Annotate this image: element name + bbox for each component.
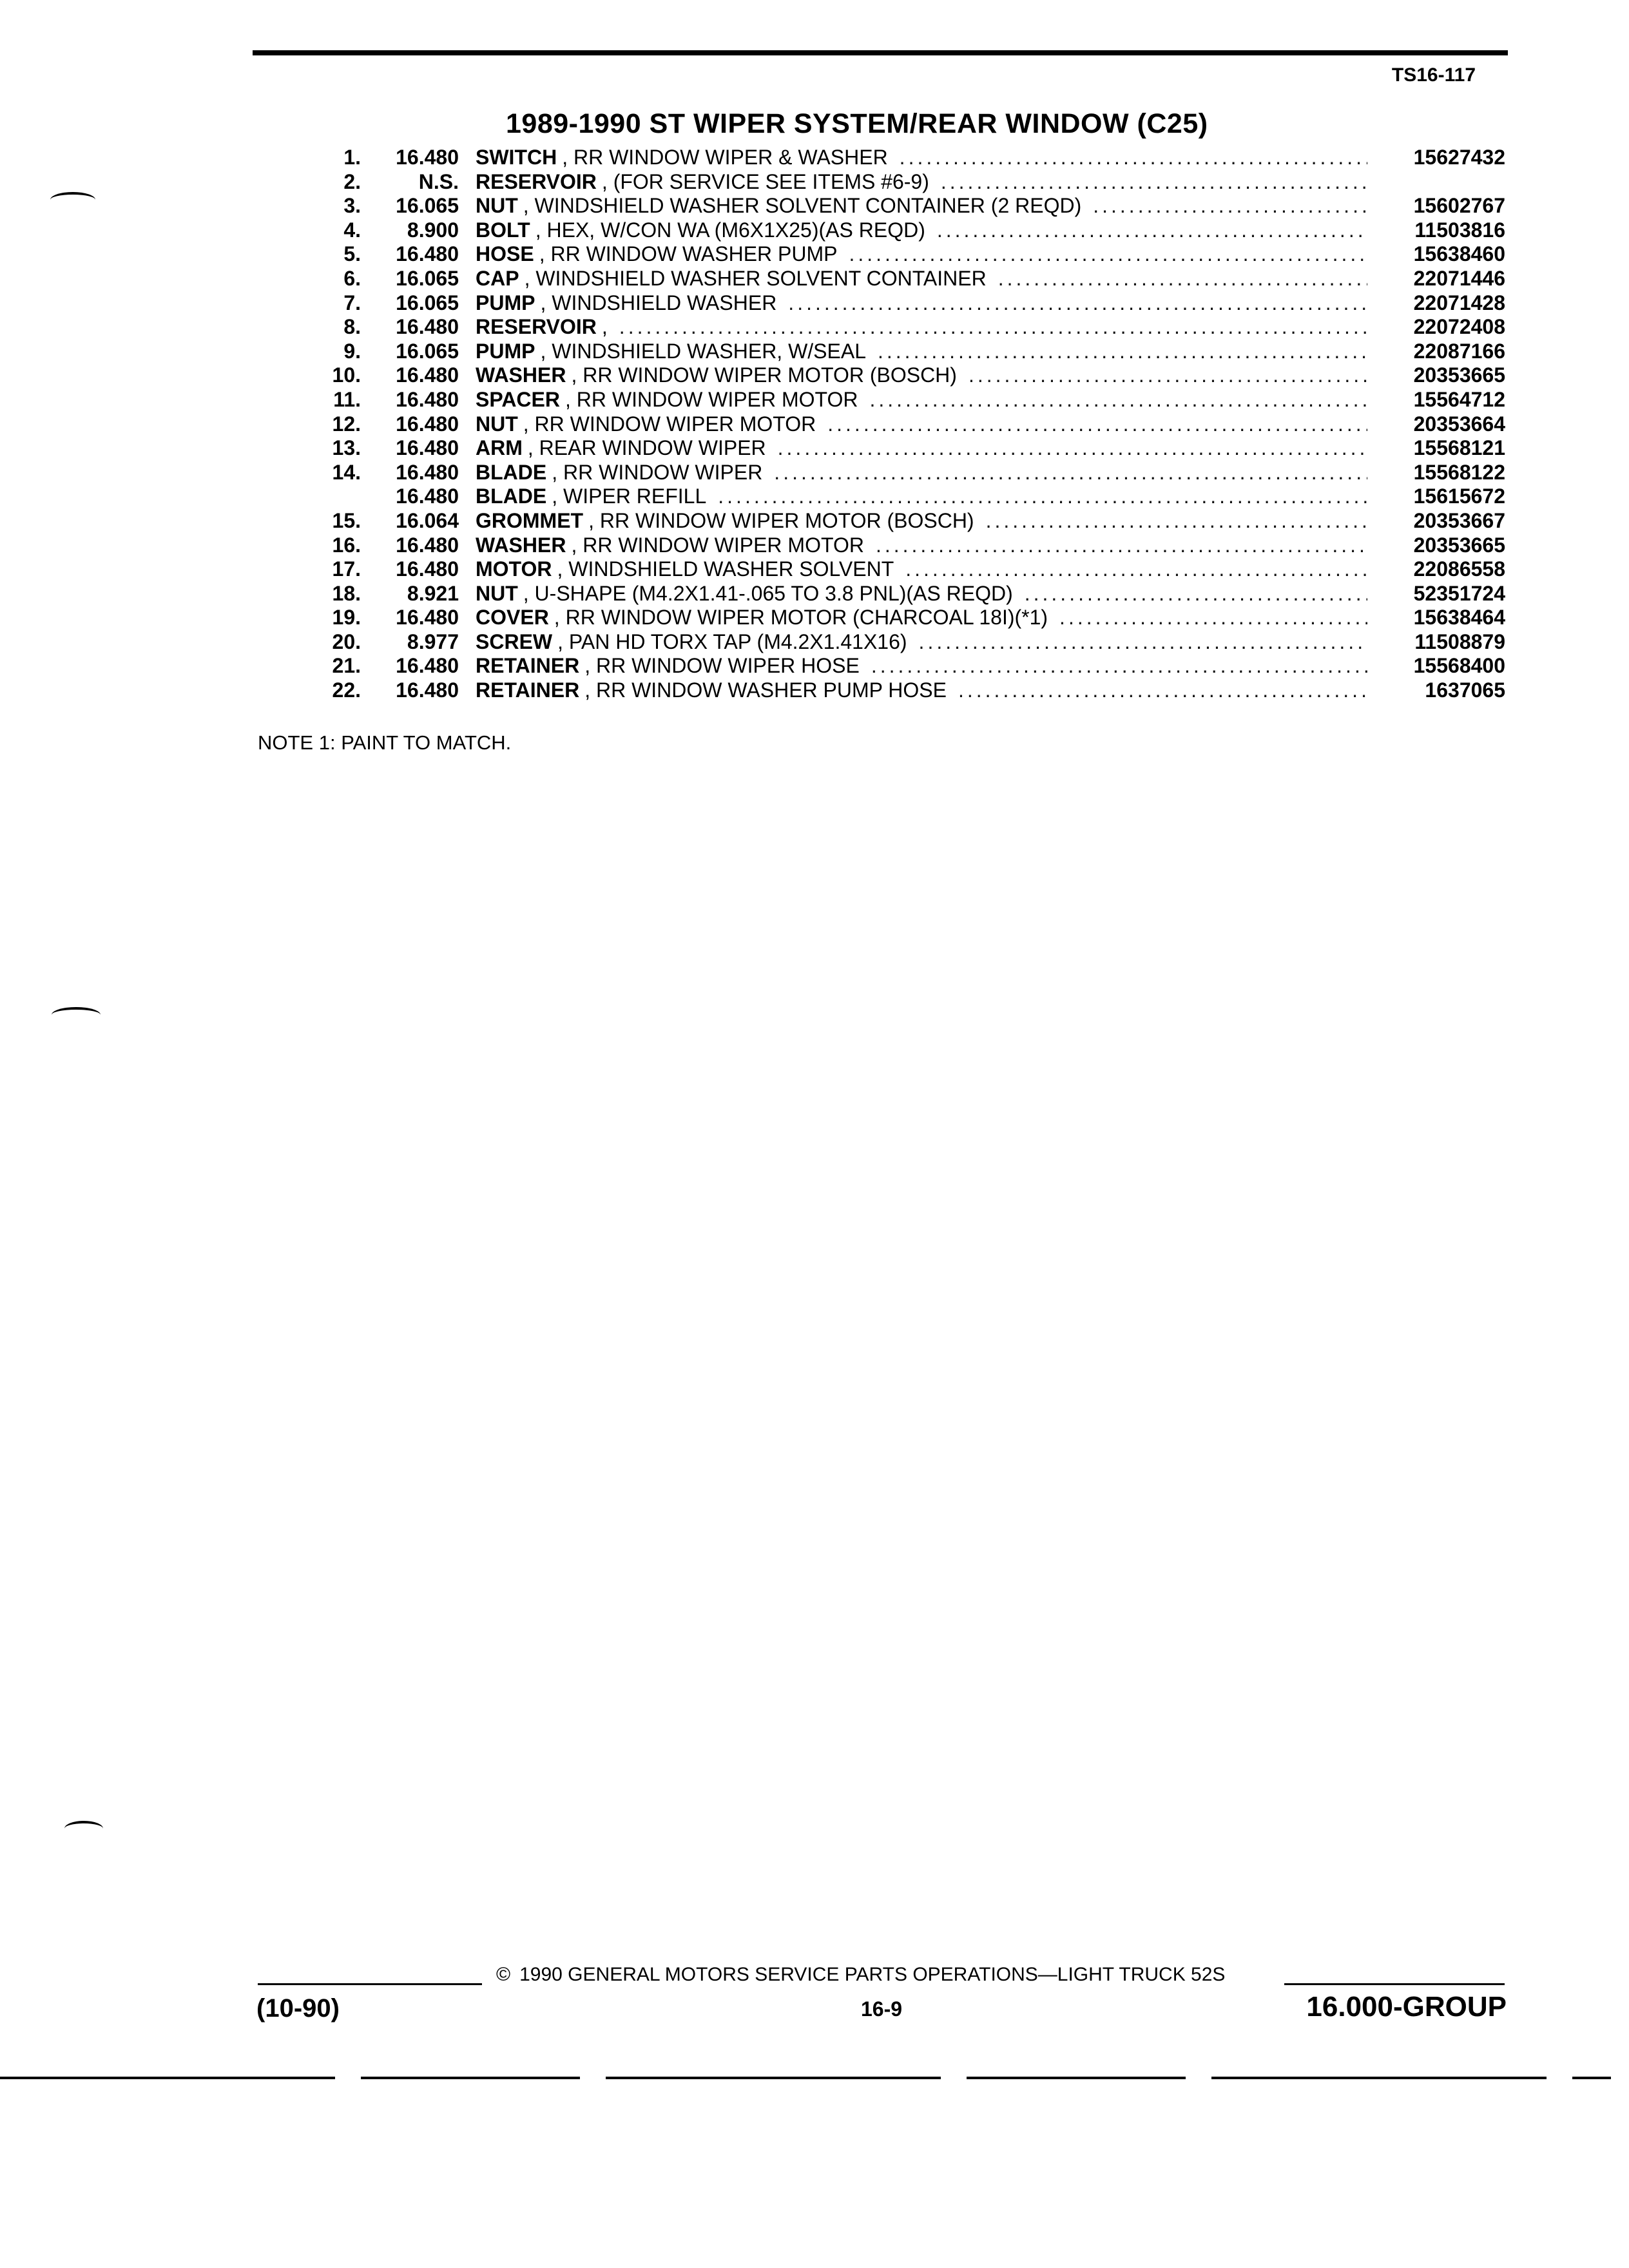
part-name: SPACER xyxy=(476,387,560,411)
item-number: 16. xyxy=(332,533,361,557)
part-description xyxy=(459,654,1376,678)
part-detail: , RR WINDOW WIPER MOTOR xyxy=(564,387,858,411)
part-detail: , HEX, W/CON WA (M6X1X25)(AS REQD) xyxy=(535,218,925,242)
dot-leader xyxy=(1059,606,1367,630)
part-detail: , WINDSHIELD WASHER, W/SEAL xyxy=(540,339,866,363)
part-number: 22087166 xyxy=(1413,339,1505,363)
group-number: 16.480 xyxy=(396,146,459,169)
part-number: 15568122 xyxy=(1413,460,1505,484)
group-number: 16.480 xyxy=(396,533,459,557)
part-name: BLADE xyxy=(476,485,547,508)
part-detail: , PAN HD TORX TAP (M4.2X1.41X16) xyxy=(557,629,907,653)
item-number: 13. xyxy=(332,436,361,460)
parts-row xyxy=(303,485,1505,509)
part-description xyxy=(459,678,1376,703)
page-number: 16-9 xyxy=(861,1997,903,2021)
item-number: 2. xyxy=(343,169,361,193)
part-number: 1637065 xyxy=(1425,678,1505,702)
dot-leader xyxy=(969,363,1367,388)
part-detail: , (FOR SERVICE SEE ITEMS #6-9) xyxy=(601,169,929,193)
part-name: BLADE xyxy=(476,460,547,484)
part-number: 20353665 xyxy=(1413,533,1505,557)
item-number: 12. xyxy=(332,412,361,436)
part-number: 11508879 xyxy=(1414,629,1505,653)
part-detail: , U-SHAPE (M4.2X1.41-.065 TO 3.8 PNL)(AS REQD) xyxy=(523,581,1013,605)
dot-leader xyxy=(919,630,1367,655)
part-detail: , WINDSHIELD WASHER SOLVENT CONTAINER (2 REQD) xyxy=(523,194,1082,218)
item-number: 22. xyxy=(332,678,361,702)
part-name: RETAINER xyxy=(476,678,580,702)
part-name: MOTOR xyxy=(476,557,552,581)
part-description xyxy=(459,485,1376,509)
item-number: 19. xyxy=(332,606,361,629)
item-number: 6. xyxy=(343,266,361,290)
parts-row xyxy=(303,461,1505,485)
part-description xyxy=(459,315,1376,340)
part-detail: , WINDSHIELD WASHER xyxy=(540,291,777,314)
item-number: 20. xyxy=(332,629,361,653)
group-number: 16.480 xyxy=(396,315,459,339)
group-number: 16.480 xyxy=(396,387,459,411)
item-number: 10. xyxy=(332,363,361,387)
parts-row xyxy=(303,242,1505,267)
parts-row xyxy=(303,630,1505,655)
parts-row xyxy=(303,533,1505,558)
part-detail: , REAR WINDOW WIPER xyxy=(527,436,766,460)
part-description xyxy=(459,363,1376,388)
part-name: RETAINER xyxy=(476,654,580,678)
item-number: 18. xyxy=(332,581,361,605)
parts-row xyxy=(303,267,1505,291)
group-number: 16.480 xyxy=(396,654,459,678)
copyright-symbol: © xyxy=(496,1964,511,1985)
item-number: 11. xyxy=(333,387,361,411)
part-name: BOLT xyxy=(476,218,530,242)
parts-row xyxy=(303,436,1505,461)
dot-leader xyxy=(827,412,1367,437)
part-name: WASHER xyxy=(476,533,566,557)
group-number: 16.480 xyxy=(396,557,459,581)
part-description xyxy=(459,267,1376,291)
part-detail: , RR WINDOW WASHER PUMP HOSE xyxy=(584,678,947,702)
parts-row xyxy=(303,146,1505,170)
group-number: 16.480 xyxy=(396,460,459,484)
part-number: 15615672 xyxy=(1413,485,1505,508)
item-number: 17. xyxy=(332,557,361,581)
part-description xyxy=(459,436,1376,461)
dot-leader xyxy=(871,654,1367,678)
part-number: 15564712 xyxy=(1413,387,1505,411)
part-name: RESERVOIR xyxy=(476,169,597,193)
page-title: 1989-1990 ST WIPER SYSTEM/REAR WINDOW (C25) xyxy=(506,108,1208,139)
part-description xyxy=(459,557,1376,582)
part-number: 15602767 xyxy=(1413,194,1505,218)
item-number: 21. xyxy=(332,654,361,678)
part-number: 15638464 xyxy=(1413,606,1505,629)
item-number: 14. xyxy=(332,460,361,484)
dot-leader xyxy=(941,170,1367,195)
part-number: 22072408 xyxy=(1413,315,1505,339)
part-description xyxy=(459,461,1376,485)
part-number: 15568400 xyxy=(1413,654,1505,678)
copyright-text: 1990 GENERAL MOTORS SERVICE PARTS OPERATIONS—LIGHT TRUCK 52S xyxy=(519,1964,1226,1985)
part-description xyxy=(459,388,1376,412)
part-detail: , RR WINDOW WIPER HOSE xyxy=(584,654,860,678)
part-number: 52351724 xyxy=(1413,581,1505,605)
dot-leader xyxy=(788,291,1367,316)
part-number: 20353667 xyxy=(1413,508,1505,532)
part-number: 15627432 xyxy=(1413,146,1505,169)
group-number: 16.480 xyxy=(396,412,459,436)
part-detail: , xyxy=(601,315,608,339)
part-detail: , RR WINDOW WIPER MOTOR (BOSCH) xyxy=(571,363,957,387)
part-detail: , RR WINDOW WIPER xyxy=(552,460,763,484)
part-detail: , RR WINDOW WIPER MOTOR (BOSCH) xyxy=(588,508,974,532)
part-name: CAP xyxy=(476,266,519,290)
dot-leader xyxy=(876,533,1367,558)
part-detail: , RR WINDOW WIPER & WASHER xyxy=(562,146,888,169)
part-description xyxy=(459,146,1376,170)
part-name: GROMMET xyxy=(476,508,584,532)
parts-row xyxy=(303,315,1505,340)
part-description xyxy=(459,412,1376,437)
part-detail: , WIPER REFILL xyxy=(552,485,707,508)
dot-leader xyxy=(1093,194,1367,218)
item-number: 4. xyxy=(343,218,361,242)
parts-row xyxy=(303,194,1505,218)
group-number: 16.064 xyxy=(396,508,459,532)
part-number: 22086558 xyxy=(1413,557,1505,581)
part-number: 20353664 xyxy=(1413,412,1505,436)
parts-row xyxy=(303,170,1505,195)
parts-row xyxy=(303,557,1505,582)
part-number: 15638460 xyxy=(1413,242,1505,266)
footer-rule-right xyxy=(1284,1983,1505,1985)
dot-leader xyxy=(1025,582,1367,606)
part-number: 22071428 xyxy=(1413,291,1505,314)
parts-row xyxy=(303,412,1505,437)
dot-leader xyxy=(937,218,1367,243)
parts-row xyxy=(303,363,1505,388)
part-number: 20353665 xyxy=(1413,363,1505,387)
group-number: 8.977 xyxy=(407,629,459,653)
part-name: NUT xyxy=(476,412,518,436)
parts-row xyxy=(303,340,1505,364)
item-number: 1. xyxy=(343,146,361,169)
dot-leader xyxy=(998,267,1367,291)
group-number: 16.480 xyxy=(396,485,459,508)
item-number: 8. xyxy=(343,315,361,339)
part-name: SCREW xyxy=(476,629,553,653)
document-code: TS16-117 xyxy=(1391,64,1476,86)
part-description xyxy=(459,242,1376,267)
part-detail: , RR WINDOW WIPER MOTOR xyxy=(571,533,864,557)
group-number: 16.065 xyxy=(396,291,459,314)
part-name: NUT xyxy=(476,581,518,605)
binding-hole-mark xyxy=(52,1007,101,1023)
part-name: WASHER xyxy=(476,363,566,387)
dot-leader xyxy=(878,340,1367,364)
copyright-line xyxy=(496,1964,1225,1986)
item-number: 7. xyxy=(343,291,361,314)
parts-row xyxy=(303,291,1505,316)
top-rule xyxy=(253,50,1508,55)
group-number: 16.065 xyxy=(396,266,459,290)
part-detail: , RR WINDOW WIPER MOTOR (CHARCOAL 18I)(*1) xyxy=(554,606,1048,629)
part-name: NUT xyxy=(476,194,518,218)
group-number: N.S. xyxy=(418,169,459,193)
part-name: RESERVOIR xyxy=(476,315,597,339)
part-name: SWITCH xyxy=(476,146,557,169)
bottom-rule xyxy=(0,2077,1611,2079)
part-description xyxy=(459,340,1376,364)
part-name: COVER xyxy=(476,606,549,629)
part-description xyxy=(459,606,1376,630)
part-description xyxy=(459,533,1376,558)
part-name: ARM xyxy=(476,436,523,460)
note: NOTE 1: PAINT TO MATCH. xyxy=(258,731,512,754)
parts-row xyxy=(303,388,1505,412)
part-description xyxy=(459,582,1376,606)
group-label: 16.000-GROUP xyxy=(1306,1991,1507,2023)
parts-list xyxy=(303,146,1505,703)
binding-hole-mark xyxy=(50,192,95,207)
group-number: 16.480 xyxy=(396,363,459,387)
parts-row xyxy=(303,218,1505,243)
group-number: 16.480 xyxy=(396,606,459,629)
part-description xyxy=(459,509,1376,533)
dot-leader xyxy=(869,388,1367,412)
item-number: 9. xyxy=(343,339,361,363)
part-detail: , WINDSHIELD WASHER SOLVENT CONTAINER xyxy=(524,266,987,290)
part-name: PUMP xyxy=(476,291,535,314)
dot-leader xyxy=(619,315,1367,340)
parts-row xyxy=(303,582,1505,606)
group-number: 8.900 xyxy=(407,218,459,242)
item-number: 5. xyxy=(343,242,361,266)
part-description xyxy=(459,194,1376,218)
parts-row xyxy=(303,509,1505,533)
dot-leader xyxy=(905,557,1367,582)
part-number: 15568121 xyxy=(1413,436,1505,460)
item-number: 15. xyxy=(332,508,361,532)
footer-rule-left xyxy=(258,1983,482,1985)
part-description xyxy=(459,218,1376,243)
part-number: 22071446 xyxy=(1413,266,1505,290)
dot-leader xyxy=(958,678,1367,703)
group-number: 16.065 xyxy=(396,194,459,218)
dot-leader xyxy=(718,485,1367,509)
group-number: 8.921 xyxy=(407,581,459,605)
group-number: 16.480 xyxy=(396,242,459,266)
parts-row xyxy=(303,606,1505,630)
group-number: 16.480 xyxy=(396,436,459,460)
part-name: PUMP xyxy=(476,339,535,363)
dot-leader xyxy=(986,509,1367,533)
part-detail: , WINDSHIELD WASHER SOLVENT xyxy=(557,557,894,581)
part-detail: , RR WINDOW WASHER PUMP xyxy=(539,242,838,266)
revision-date: (10-90) xyxy=(256,1994,340,2023)
group-number: 16.480 xyxy=(396,678,459,702)
part-description xyxy=(459,170,1376,195)
dot-leader xyxy=(778,436,1367,461)
part-name: HOSE xyxy=(476,242,534,266)
dot-leader xyxy=(774,461,1367,485)
item-number: 3. xyxy=(343,194,361,218)
dot-leader xyxy=(900,146,1367,170)
binding-hole-mark xyxy=(64,1821,103,1836)
parts-row xyxy=(303,678,1505,703)
part-description xyxy=(459,630,1376,655)
part-number: 11503816 xyxy=(1414,218,1505,242)
parts-row xyxy=(303,654,1505,678)
part-detail: , RR WINDOW WIPER MOTOR xyxy=(523,412,816,436)
dot-leader xyxy=(849,242,1367,267)
part-description xyxy=(459,291,1376,316)
group-number: 16.065 xyxy=(396,339,459,363)
